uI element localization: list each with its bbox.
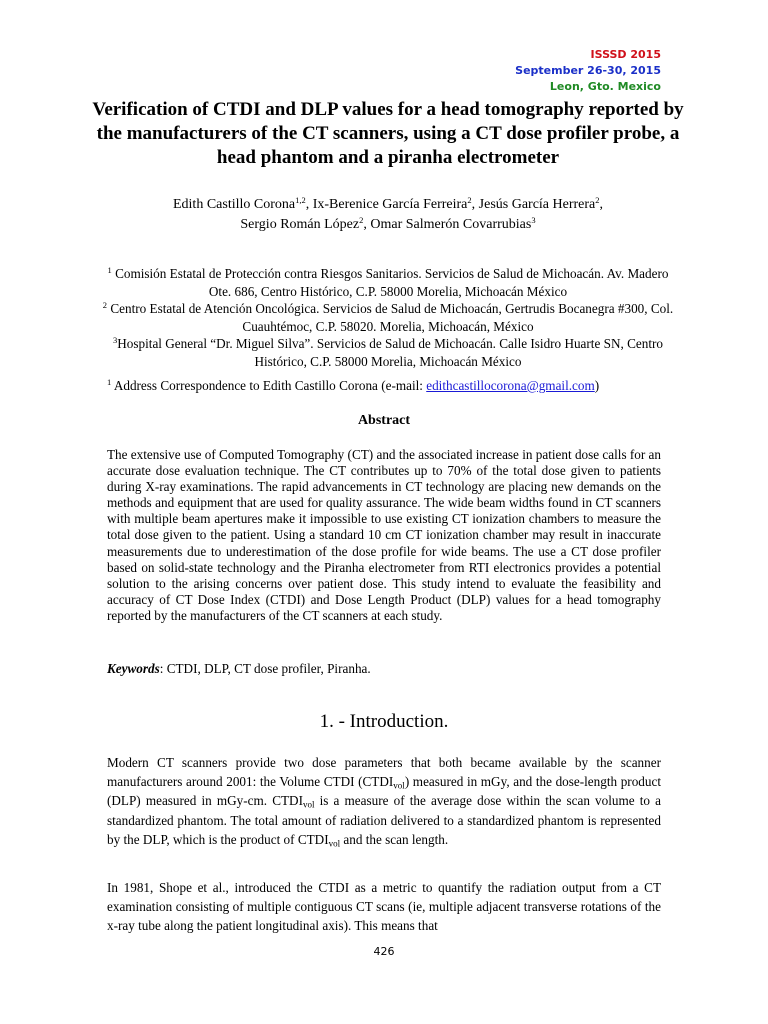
subscript: vol [328,838,341,849]
author-affiliation-mark: 2 [595,194,600,205]
paragraph-text: Modern CT scanners provide two dose parameters that both became available by the scanner manufacturers around 2001: the Volume CTDI (CTDI [107,755,661,790]
affiliation [100,265,676,300]
subscript: vol [393,780,405,791]
affiliation-list [100,265,676,370]
paragraph-text: is a measure of the average dose within the scan volume to a standardized phantom. The total amount of radiation delivered to a standardized phantom is represented by the DLP, which is the product of CTDI [107,793,661,847]
paragraph-text: ) measured in mGy, and the dose-length product (DLP) measured in mGy-cm. CTDI [107,774,661,809]
author-affiliation-mark: 2 [359,214,364,225]
author-name: Ix-Berenice García Ferreira [312,197,468,212]
author-affiliation-mark: 2 [467,194,472,205]
author-name: Edith Castillo Corona [172,197,296,212]
author-list: Edith Castillo Corona$^{1,2}$, Ix-Berenice García Ferreira$^2$, Jesús García Herrera$^2$, Sergio Román López$^2$, Omar Salmerón Covarrubias$^3$ [172,194,604,232]
intro-paragraph-1 [107,753,661,849]
correspondence-mark: 1 [107,376,112,387]
affiliation-text: Comisión Estatal de Protección contra Riesgos Sanitarios. Servicios de Salud de Michoacán. Av. Madero Ote. 686, Centro Histórico, C.P. 58000 Morelia, Michoacán México [115,266,669,299]
affiliation-mark: 2 [102,299,108,310]
email-link[interactable]: edithcastillocorona@gmail.com [426,378,595,393]
conference-header [515,47,661,95]
author-name: Sergio Román López [240,217,360,232]
paper-title: Verification of CTDI and DLP values for a head tomography reported by the manufacturers of the CT scanners, using a CT dose profiler probe, a head phantom and a piranha electrometer [92,99,684,168]
abstract-text: The extensive use of Computed Tomography (CT) and the associated increase in patient dose calls for an accurate dose evaluation technique. The CT contributes up to 70% of the total dose given to patients during X-ray examinations. The rapid advancements in CT technology are placing new demands on the methods and equipment that are used for quality assurance. The wide beam widths found in CT scanners with multiple beam apertures make it impossible to use existing CT ionization chambers to measure the total dose given to the patient. Using a standard 10 cm CT ionization chamber may result in inaccurate measurements due to underestimation of the dose profile for wide beams. The use a CT dose profiler based on solid-state technology and the Piranha electrometer from RTI electronics provides a potential solution to the arising concerns over patient dose. This study intend to evaluate the feasibility and accuracy of CT Dose Index (CTDI) and Dose Length Product (DLP) values for a head tomography reported by the manufacturers of the CT scanners at each study. [107,447,662,623]
affiliation [100,335,676,370]
affiliation-mark: 3 [113,334,118,345]
author-affiliation-mark: 1,2 [295,194,306,205]
conference-location: Leon, Gto. Mexico [549,80,661,93]
author-affiliation-mark: 3 [531,214,536,225]
subscript: vol [302,799,315,810]
author-name: Jesús García Herrera [478,197,596,212]
affiliation-mark: 1 [107,264,112,275]
author-name: Omar Salmerón Covarrubias [370,217,532,232]
correspondence-prefix: Address Correspondence to Edith Castillo Corona (e-mail: [113,378,427,393]
keywords-label: Keywords [107,661,160,676]
conference-dates: September 26-30, 2015 [515,64,661,77]
abstract-heading: Abstract [357,413,411,428]
affiliation [100,300,676,335]
keywords-text: : CTDI, DLP, CT dose profiler, Piranha. [159,661,371,676]
page-number: 426 [373,945,395,958]
conference-name: ISSSD 2015 [590,48,661,61]
affiliation-text: Centro Estatal de Atención Oncológica. Servicios de Salud de Michoacán, Gertrudis Bocanegra #300, Col. Cuauhtémoc, C.P. 58020. Morelia, Michoacán, México [110,301,674,334]
correspondence-suffix: ) [594,378,600,393]
affiliation-text: Hospital General “Dr. Miguel Silva”. Servicios de Salud de Michoacán. Calle Isidro Huarte SN, Centro Histórico, C.P. 58000 Morelia, Michoacán México [117,336,663,369]
section-heading-introduction: 1. - Introduction. [319,711,449,732]
correspondence-note [107,377,707,394]
paragraph-text: and the scan length. [340,831,449,847]
intro-paragraph-2: In 1981, Shope et al., introduced the CTDI as a metric to quantify the radiation output from a CT examination consisting of multiple contiguous CT scans (ie, multiple adjacent transverse rotations of the x-ray tube along the patient longitudinal axis). This means that [107,880,661,934]
keywords [107,660,661,677]
